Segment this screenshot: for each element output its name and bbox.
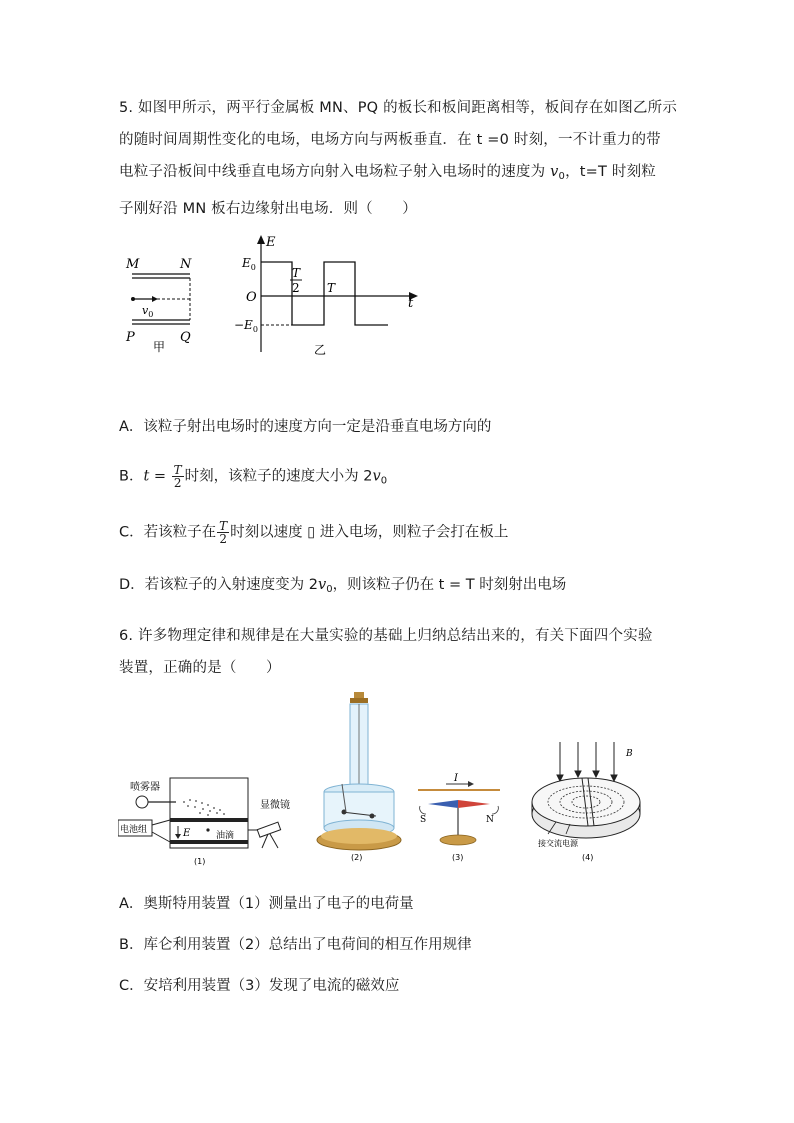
label-N: N bbox=[180, 257, 192, 272]
figure-3-oersted bbox=[414, 772, 504, 864]
caption-3: (3) bbox=[452, 853, 464, 862]
figure-4-cyclotron bbox=[526, 738, 644, 864]
q6-stem bbox=[119, 620, 679, 684]
caption-2: (2) bbox=[351, 853, 363, 862]
label-negE0: $-E_0$ bbox=[234, 318, 258, 334]
label-B: B bbox=[626, 749, 633, 759]
q5-stem bbox=[119, 92, 679, 225]
figure-1-oil-drop bbox=[118, 770, 300, 870]
caption-yi: 乙 bbox=[314, 343, 327, 357]
q5-line3: 电粒子沿板间中线垂直电场方向射入电场粒子射入电场时的速度为 $v_0$，t=T 时刻粒 bbox=[119, 164, 656, 182]
q6-option-c[interactable]: C．安培利用装置（3）发现了电流的磁效应 bbox=[119, 978, 400, 994]
label-M: M bbox=[126, 257, 140, 272]
chamber bbox=[170, 778, 248, 848]
label-T-half-den: 2 bbox=[292, 281, 300, 295]
label-t: t bbox=[408, 296, 414, 311]
spray-dots bbox=[183, 799, 225, 816]
q5-option-c[interactable]: C．若该粒子在 $\frac{T}{2}$ 时刻以速度 ▯ 进入电场，则粒子会打在板上 bbox=[119, 519, 509, 546]
q6-line2: 装置，正确的是（ ） bbox=[119, 660, 281, 676]
label-P: P bbox=[126, 330, 135, 345]
current-arrow-icon bbox=[468, 781, 474, 787]
q5-line1: 5. 如图甲所示，两平行金属板 MN、PQ 的板长和板间距离相等，板间存在如图乙所示 bbox=[119, 100, 678, 116]
lower-plate bbox=[170, 840, 248, 844]
fraction-t-half: $\frac{T}{2}$ bbox=[219, 519, 228, 546]
compass-needle-north bbox=[458, 800, 490, 808]
q5-option-d[interactable]: D．若该粒子的入射速度变为 $2v_0$，则该粒子仍在 t = T 时刻射出电场 bbox=[119, 577, 567, 595]
label-T: T bbox=[327, 281, 336, 295]
label-oil: 油滴 bbox=[216, 831, 235, 841]
label-N: N bbox=[486, 815, 494, 825]
label-O: O bbox=[246, 290, 257, 305]
upper-plate bbox=[170, 818, 248, 822]
fraction-t-half: $\frac{T}{2}$ bbox=[173, 463, 182, 490]
sprayer-bulb bbox=[136, 796, 148, 808]
label-E: E bbox=[266, 235, 276, 250]
label-T-half-num: T bbox=[292, 266, 301, 280]
q6-option-b[interactable]: B．库仑利用装置（2）总结出了电荷间的相互作用规律 bbox=[119, 937, 472, 953]
velocity-arrow-icon bbox=[152, 296, 158, 302]
label-ac-source: 接交流电源 bbox=[538, 839, 578, 848]
label-S: S bbox=[420, 815, 427, 825]
field-arrow-icon bbox=[175, 834, 181, 839]
label-Q: Q bbox=[180, 330, 191, 345]
q5-line4: 子刚好沿 MN 板右边缘射出电场．则（ ） bbox=[119, 201, 417, 217]
caption-jia: 甲 bbox=[153, 340, 166, 354]
label-E: E bbox=[183, 828, 191, 839]
caption-4: (4) bbox=[582, 853, 594, 862]
label-sprayer: 喷雾器 bbox=[130, 782, 160, 793]
q5-option-a[interactable]: A．该粒子射出电场时的速度方向一定是沿垂直电场方向的 bbox=[119, 419, 492, 435]
label-E0: $E_0$ bbox=[242, 256, 256, 272]
q5-line2: 的随时间周期性变化的电场，电场方向与两板垂直．在 t =0 时刻，一不计重力的带 bbox=[119, 132, 661, 148]
label-v0: $v_0$ bbox=[142, 304, 154, 319]
q5-option-b[interactable]: B．t = $\frac{T}{2}$ 时刻，该粒子的速度大小为 $2v_0$ bbox=[119, 463, 388, 490]
label-I: I bbox=[454, 773, 458, 784]
microscope bbox=[257, 822, 280, 837]
q6-line1: 6. 许多物理定律和规律是在大量实验的基础上归纳总结出来的，有关下面四个实验 bbox=[119, 628, 653, 644]
oil-drop bbox=[206, 828, 209, 831]
compass-base bbox=[440, 835, 476, 845]
figure-2-torsion-balance bbox=[314, 692, 406, 864]
caption-1: (1) bbox=[194, 857, 206, 866]
q6-option-a[interactable]: A．奥斯特用装置（1）测量出了电子的电荷量 bbox=[119, 896, 414, 912]
label-microscope: 显微镜 bbox=[260, 800, 290, 811]
label-battery: 电池组 bbox=[120, 825, 148, 835]
compass-needle-south bbox=[428, 800, 458, 808]
figure-yi bbox=[228, 232, 424, 360]
figure-jia bbox=[118, 250, 208, 360]
axis-E-arrow-icon bbox=[257, 235, 265, 244]
